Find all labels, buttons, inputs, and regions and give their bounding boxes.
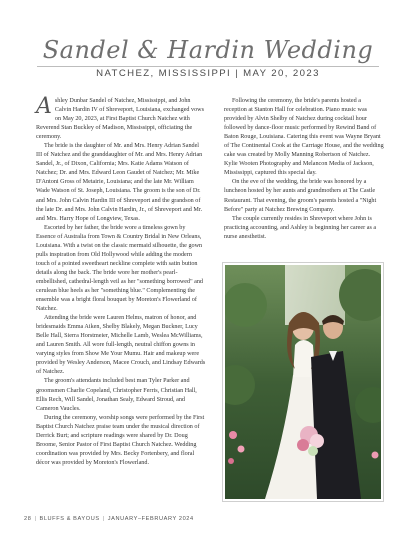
article-paragraph: During the ceremony, worship songs were performed by the First Baptist Church Natchez praise team under the musical direction of Derrick Burt; and scripture readings were shared by Dr. Doug Broome, Senior Pastor of First Baptist Church Natchez. Wedding coordination was provided by Mrs. Becky Fortenbery, and floral décor was provided by Moreton's Flowerland.	[36, 414, 205, 466]
article-paragraph: The bride is the daughter of Mr. and Mrs. Henry Adrian Sandel III of Natchez and the granddaughter of Mr. and Mrs. Henry Adrian Sandel, Jr., of Dixon, California; Mrs. Katie Adams Watson of Natchez; Dr. and Mrs. Edward Leon Gaudet of Natchez; Mr. Mike D'Antoni Gross of Metairie, Louisiana; and the late Mr. William Wade Watson of St. Joseph, Louisiana. The groom is the son of Dr. and Mrs. John Calvin Hardin III of Shreveport and the grandson of the late Dr. and Mrs. John Calvin Hardin, Jr., of Shreveport and Mr. and Mrs. Harry Hope of Longview, Texas.	[36, 143, 203, 222]
footer-separator: |	[34, 516, 37, 522]
article-right-column	[224, 97, 384, 242]
location-date-subtitle: NATCHEZ, MISSISSIPPI | MAY 20, 2023	[96, 68, 320, 79]
wedding-couple-photo	[225, 265, 381, 499]
script-title: Sandel & Hardin Wedding	[37, 36, 380, 67]
article-left-column	[36, 94, 206, 468]
publication-name: BLUFFS & BAYOUS	[39, 516, 100, 522]
couple-photo-illustration	[225, 265, 381, 499]
article-paragraph: The couple currently resides in Shreveport where John is practicing accounting, and Ashley is beginning her career as a nurse anesthetist.	[224, 215, 377, 240]
wedding-photo-frame	[222, 262, 384, 502]
wedding-title-block	[0, 36, 416, 67]
drop-cap: A	[36, 94, 52, 119]
article-paragraph: Escorted by her father, the bride wore a timeless gown by Essence of Australia from Town & Country Bridal in New Orleans, Louisiana. With a twist on the classic mermaid silhouette, the gown pulls inspiration from Old Hollywood while adding the modern touch of a pointed sweetheart neckline complete with satin button details along the back. The bride wore her mother's pearl-embellished, cathedral-length veil as her "something borrowed" and cerulean blue heels as her "something blue." Complementing the ensemble was a bright floral bouquet by Moreton's Flowerland of Natchez.	[36, 224, 204, 313]
issue-date: JANUARY–FEBRUARY 2024	[107, 516, 194, 522]
footer-separator: |	[102, 516, 105, 522]
article-paragraph: The groom's attendants included best man Tyler Parker and groomsmen Charlie Copeland, Christopher Ferris, Christian Hall, Ellis Rech, Will Sandel, Jonathan Sealy, Edward Stroud, and Cameron Vaucles.	[36, 378, 197, 412]
article-paragraph: Attending the bride were Lauren Helms, matron of honor, and bridesmaids Emma Aiken, Shelby Blakely, Megan Buckner, Lucy Belle Hall, Sierra Horstmeier, Michelle Lamb, Weslea McWilliams, and Lauren Smith. All wore full-length, neutral chiffon gowns in varying styles from Show Me Your Mumu. Hair and makeup were provided by Wesley Anderson, Macee Crouch, and Lindsay Edwards of Natchez.	[36, 315, 206, 376]
page-number: 28	[24, 516, 32, 522]
article-paragraph: On the eve of the wedding, the bride was honored by a luncheon hosted by her aunts and grandmothers at The Castle Restaurant. That evening, the groom's parents hosted a "Night Before" party at Natchez Brewing Company.	[224, 179, 377, 213]
article-paragraph: Following the ceremony, the bride's parents hosted a reception at Stanton Hall for celebration. Piano music was provided by Alvin Shelby of Natchez during cocktail hour followed by dance-floor music performed by Rewind Band of Baton Rouge, Louisiana. Catering this event was Wayne Bryant of The Continental Cook at the Carriage House, and the wedding cake was created by Molly Manning Robertson of Natchez. Kylie Wooten Photography and Melancon Media of Jackson, Mississippi, captured this special day.	[224, 98, 384, 177]
article-paragraph: Ashley Dunbar Sandel of Natchez, Mississippi, and John Calvin Hardin IV of Shreveport, Louisiana, exchanged vows on May 20, 2023, at First Baptist Church Natchez with Reverend Stan Buckley of Madison, Mississippi, officiating the ceremony.	[36, 94, 204, 141]
page-footer	[24, 516, 384, 522]
